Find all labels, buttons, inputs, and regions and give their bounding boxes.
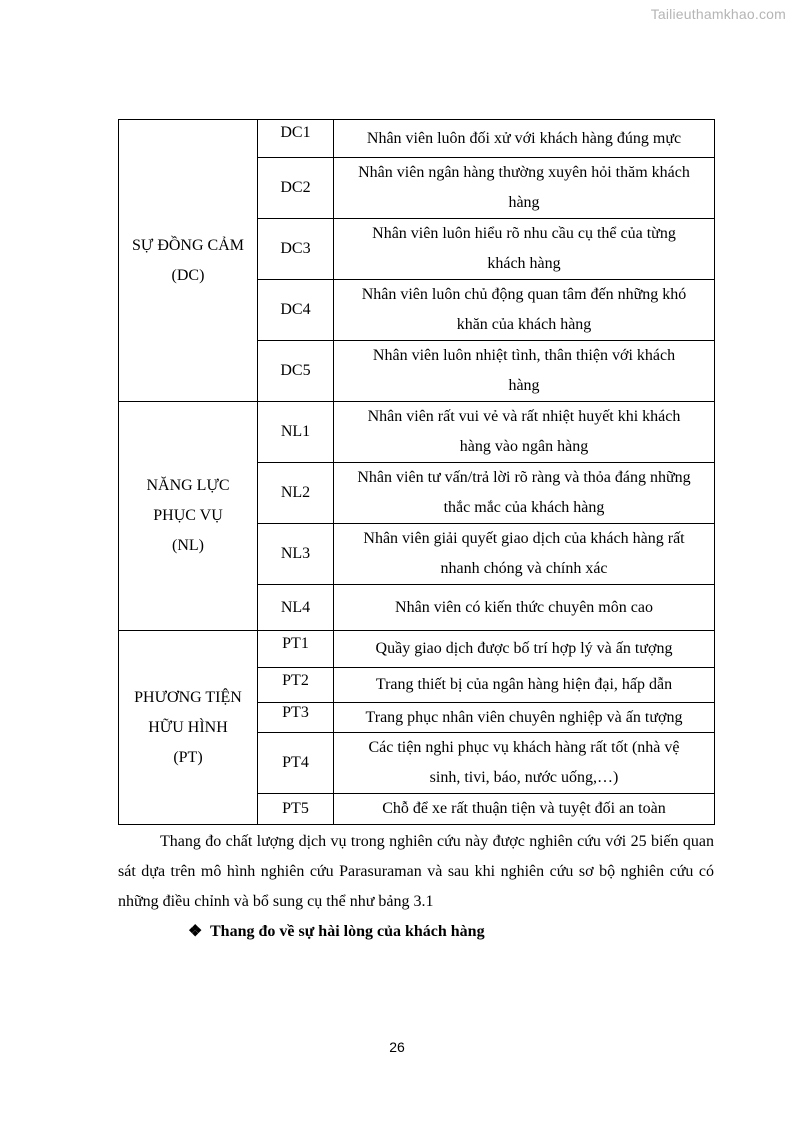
- item-code: DC5: [258, 341, 334, 402]
- item-description: Nhân viên tư vấn/trả lời rõ ràng và thỏa đáng những thắc mắc của khách hàng: [334, 463, 715, 524]
- item-description: Nhân viên luôn đối xử với khách hàng đúng mực: [334, 120, 715, 158]
- section-heading-text: Thang đo về sự hài lòng của khách hàng: [210, 923, 485, 940]
- item-code: DC1: [258, 120, 334, 158]
- table-row: [119, 631, 715, 668]
- item-description: Nhân viên có kiến thức chuyên môn cao: [334, 585, 715, 631]
- table-row: [119, 120, 715, 158]
- item-code: PT1: [258, 631, 334, 668]
- table-row: [119, 402, 715, 463]
- item-code: PT4: [258, 733, 334, 794]
- item-code: NL3: [258, 524, 334, 585]
- item-description: Các tiện nghi phục vụ khách hàng rất tốt (nhà vệ sinh, tivi, báo, nước uống,…): [334, 733, 715, 794]
- item-description: Nhân viên ngân hàng thường xuyên hỏi thăm khách hàng: [334, 158, 715, 219]
- item-code: PT2: [258, 668, 334, 703]
- watermark: Tailieuthamkhao.com: [650, 6, 786, 22]
- body-paragraph: [118, 827, 714, 917]
- item-description: Trang thiết bị của ngân hàng hiện đại, hấp dẫn: [334, 668, 715, 703]
- item-code: DC3: [258, 219, 334, 280]
- item-description: Nhân viên rất vui vẻ và rất nhiệt huyết khi khách hàng vào ngân hàng: [334, 402, 715, 463]
- item-description: Chỗ để xe rất thuận tiện và tuyệt đối an toàn: [334, 794, 715, 825]
- item-description: Nhân viên luôn chủ động quan tâm đến những khó khăn của khách hàng: [334, 280, 715, 341]
- item-code: NL2: [258, 463, 334, 524]
- page-number: 26: [389, 1039, 405, 1055]
- item-code: PT5: [258, 794, 334, 825]
- paragraph-text: Thang đo chất lượng dịch vụ trong nghiên cứu này được nghiên cứu với 25 biến quan sát dựa trên mô hình nghiên cứu Parasuraman và sau khi nghiên cứu sơ bộ nghiên cứu có những điều chỉnh và bổ sung cụ thể như bảng 3.1: [118, 833, 714, 910]
- section-heading: [188, 921, 485, 941]
- item-description: Trang phục nhân viên chuyên nghiệp và ấn tượng: [334, 703, 715, 733]
- item-code: PT3: [258, 703, 334, 733]
- item-description: Nhân viên giải quyết giao dịch của khách hàng rất nhanh chóng và chính xác: [334, 524, 715, 585]
- measurement-scale-table: [118, 119, 715, 825]
- item-code: DC2: [258, 158, 334, 219]
- diamond-bullet-icon: ❖: [188, 923, 203, 940]
- group-label-pt: PHƯƠNG TIỆN HỮU HÌNH (PT): [119, 631, 258, 825]
- group-label-dc: SỰ ĐỒNG CẢM (DC): [119, 120, 258, 402]
- item-code: DC4: [258, 280, 334, 341]
- item-description: Nhân viên luôn hiểu rõ nhu cầu cụ thể của từng khách hàng: [334, 219, 715, 280]
- group-label-nl: NĂNG LỰC PHỤC VỤ (NL): [119, 402, 258, 631]
- item-code: NL1: [258, 402, 334, 463]
- item-description: Nhân viên luôn nhiệt tình, thân thiện với khách hàng: [334, 341, 715, 402]
- item-description: Quầy giao dịch được bố trí hợp lý và ấn tượng: [334, 631, 715, 668]
- item-code: NL4: [258, 585, 334, 631]
